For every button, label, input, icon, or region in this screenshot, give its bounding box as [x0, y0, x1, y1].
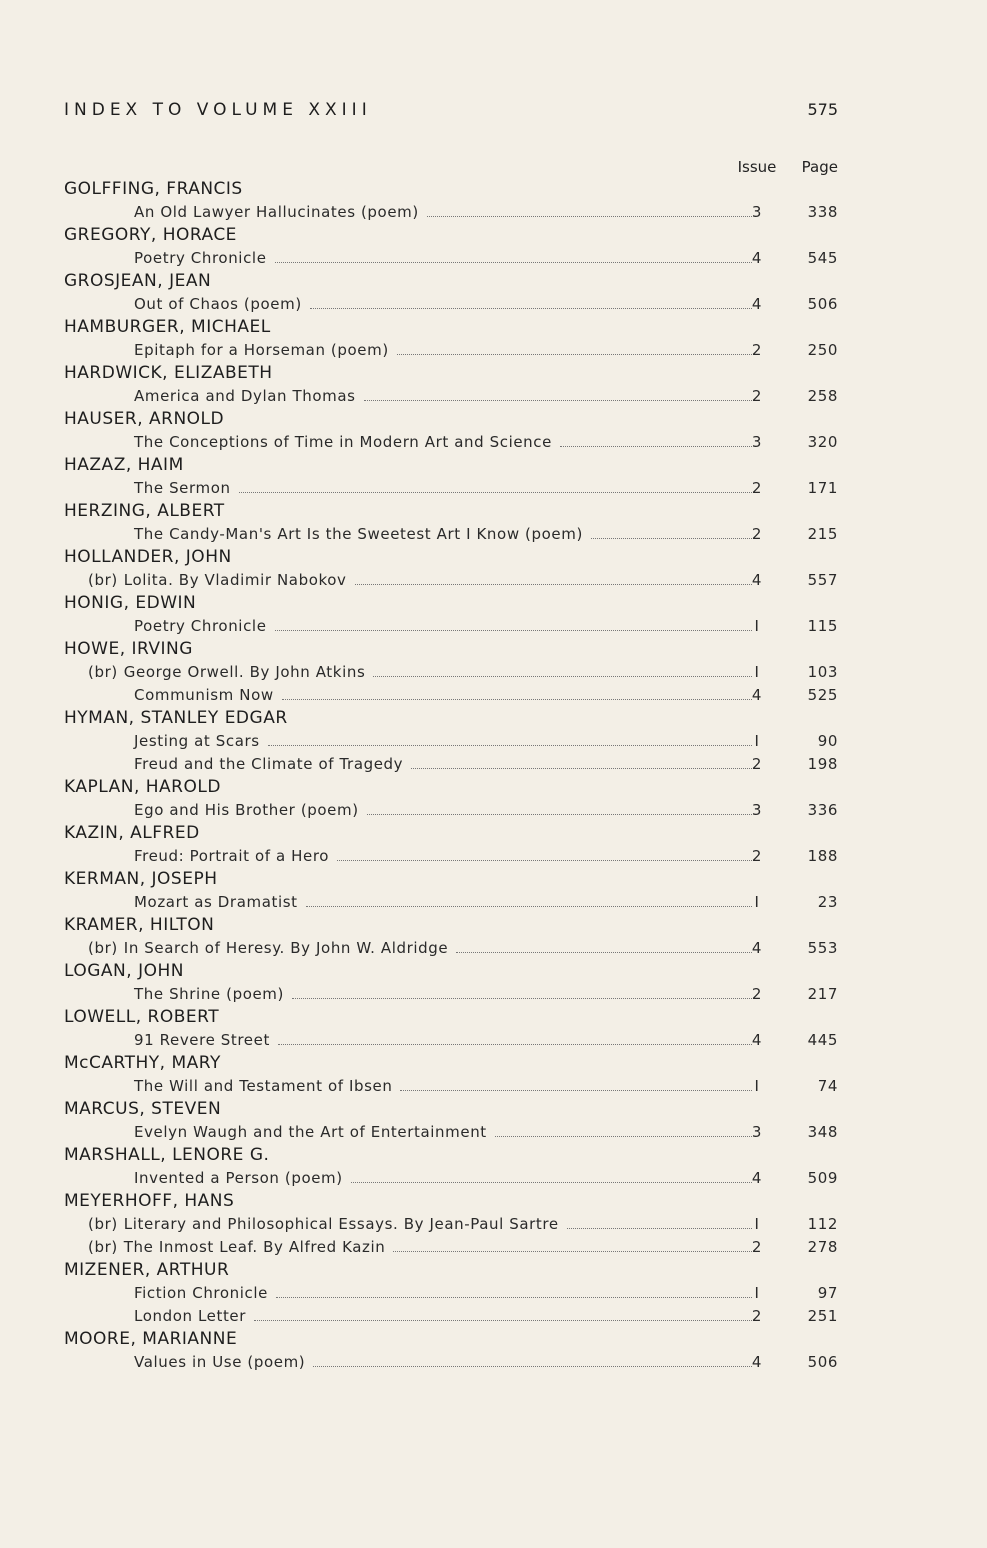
page-reference: 171 — [807, 479, 838, 497]
index-entry — [64, 845, 838, 868]
page-reference: 74 — [817, 1077, 838, 1095]
dot-leader — [310, 307, 752, 309]
entry-title-line — [134, 385, 756, 408]
entry-title: Poetry Chronicle — [134, 249, 267, 267]
index-entry — [64, 891, 838, 914]
dot-leader — [282, 698, 752, 700]
page-reference: 557 — [807, 571, 838, 589]
entry-title-line — [134, 753, 756, 776]
author-heading: KERMAN, JOSEPH — [64, 869, 218, 889]
entry-title: In Search of Heresy. By John W. Aldridge — [123, 939, 449, 957]
dot-leader — [367, 813, 752, 815]
column-headers — [64, 158, 838, 180]
dot-leader — [567, 1227, 752, 1229]
entry-title: Epitaph for a Horseman (poem) — [134, 341, 389, 359]
index-entry — [64, 799, 838, 822]
index-entry — [64, 1282, 838, 1305]
entry-title-line — [88, 661, 756, 684]
dot-leader — [364, 399, 752, 401]
index-entry — [64, 1351, 838, 1374]
dot-leader — [411, 767, 752, 769]
entry-title: The Candy-Man's Art Is the Sweetest Art I Know (poem) — [134, 525, 583, 543]
page-reference: 278 — [807, 1238, 838, 1256]
author-heading: MARCUS, STEVEN — [64, 1099, 222, 1119]
page-header — [64, 100, 838, 126]
page-reference: 112 — [807, 1215, 838, 1233]
issue-number: I — [754, 1077, 760, 1095]
issue-number: 3 — [751, 433, 763, 451]
page-reference: 336 — [807, 801, 838, 819]
entry-title-line — [134, 1121, 756, 1144]
issue-number: 3 — [751, 1123, 763, 1141]
dot-leader — [278, 1043, 752, 1045]
issue-number: 4 — [751, 939, 763, 957]
entry-title-line — [134, 201, 756, 224]
page-reference: 23 — [817, 893, 838, 911]
entry-title: London Letter — [134, 1307, 247, 1325]
page-reference: 217 — [807, 985, 838, 1003]
page-reference: 97 — [817, 1284, 838, 1302]
issue-number: 4 — [751, 686, 763, 704]
issue-number: 2 — [751, 525, 763, 543]
entry-title-line — [134, 293, 756, 316]
entry-title: Invented a Person (poem) — [134, 1169, 343, 1187]
index-entry — [64, 431, 838, 454]
author-heading: MIZENER, ARTHUR — [64, 1260, 230, 1280]
issue-number: 3 — [751, 801, 763, 819]
entry-title-line — [134, 615, 756, 638]
dot-leader — [427, 215, 752, 217]
entry-title-line — [134, 1282, 756, 1305]
index-entry — [64, 1029, 838, 1052]
author-heading: HOLLANDER, JOHN — [64, 547, 232, 567]
entry-title-line — [88, 937, 756, 960]
entry-title-line — [134, 845, 756, 868]
entry-title-line — [134, 247, 756, 270]
author-heading: KRAMER, HILTON — [64, 915, 215, 935]
index-entry — [64, 661, 838, 684]
dot-leader — [400, 1089, 752, 1091]
entry-title: The Sermon — [134, 479, 231, 497]
issue-number: I — [754, 617, 760, 635]
author-heading: HYMAN, STANLEY EDGAR — [64, 708, 288, 728]
book-review-tag: (br) — [88, 939, 118, 957]
index-list — [64, 178, 838, 1374]
entry-title: The Shrine (poem) — [134, 985, 284, 1003]
entry-title-line — [134, 799, 756, 822]
page-reference: 553 — [807, 939, 838, 957]
dot-leader — [275, 261, 752, 263]
entry-title: Lolita. By Vladimir Nabokov — [123, 571, 347, 589]
entry-title: Mozart as Dramatist — [134, 893, 298, 911]
index-entry — [64, 385, 838, 408]
dot-leader — [239, 491, 752, 493]
page-reference: 545 — [807, 249, 838, 267]
entry-title-line — [134, 1351, 756, 1374]
page-reference: 348 — [807, 1123, 838, 1141]
page-reference: 250 — [807, 341, 838, 359]
index-entry — [64, 937, 838, 960]
entry-title: Freud: Portrait of a Hero — [134, 847, 330, 865]
dot-leader — [337, 859, 752, 861]
entry-title: Poetry Chronicle — [134, 617, 267, 635]
dot-leader — [560, 445, 752, 447]
entry-title: The Inmost Leaf. By Alfred Kazin — [123, 1238, 386, 1256]
index-entry — [64, 1121, 838, 1144]
index-entry — [64, 569, 838, 592]
entry-title-line — [134, 1167, 756, 1190]
dot-leader — [495, 1135, 752, 1137]
author-heading: HARDWICK, ELIZABETH — [64, 363, 273, 383]
dot-leader — [268, 744, 752, 746]
dot-leader — [254, 1319, 752, 1321]
index-entry — [64, 339, 838, 362]
author-heading: HERZING, ALBERT — [64, 501, 225, 521]
entry-title: Fiction Chronicle — [134, 1284, 268, 1302]
issue-number: I — [754, 732, 760, 750]
issue-number: 3 — [751, 203, 763, 221]
book-review-tag: (br) — [88, 663, 118, 681]
index-entry — [64, 477, 838, 500]
author-heading: GREGORY, HORACE — [64, 225, 237, 245]
dot-leader — [351, 1181, 752, 1183]
index-entry — [64, 247, 838, 270]
dot-leader — [373, 675, 752, 677]
book-review-tag: (br) — [88, 1215, 118, 1233]
index-entry — [64, 293, 838, 316]
entry-title-line — [134, 684, 756, 707]
index-entry — [64, 1236, 838, 1259]
book-review-tag: (br) — [88, 1238, 118, 1256]
entry-title-line — [134, 1075, 756, 1098]
dot-leader — [397, 353, 752, 355]
entry-title-line — [134, 891, 756, 914]
entry-title: America and Dylan Thomas — [134, 387, 356, 405]
entry-title: Literary and Philosophical Essays. By Jean-Paul Sartre — [123, 1215, 559, 1233]
issue-number: 4 — [751, 1031, 763, 1049]
issue-number: 2 — [751, 985, 763, 1003]
entry-title-line — [134, 983, 756, 1006]
dot-leader — [276, 1296, 752, 1298]
issue-number: 2 — [751, 1238, 763, 1256]
dot-leader — [393, 1250, 752, 1252]
issue-number: I — [754, 1215, 760, 1233]
entry-title: 91 Revere Street — [134, 1031, 270, 1049]
entry-title-line — [134, 730, 756, 753]
running-title: INDEX TO VOLUME XXIII — [64, 100, 372, 120]
author-heading: KAPLAN, HAROLD — [64, 777, 221, 797]
author-heading: MARSHALL, LENORE G. — [64, 1145, 270, 1165]
entry-title-line — [134, 339, 756, 362]
issue-number: I — [754, 1284, 760, 1302]
entry-title: Communism Now — [134, 686, 274, 704]
issue-number: 4 — [751, 295, 763, 313]
index-entry — [64, 615, 838, 638]
index-entry — [64, 983, 838, 1006]
page-reference: 251 — [807, 1307, 838, 1325]
entry-title-line — [88, 569, 756, 592]
entry-title: The Will and Testament of Ibsen — [134, 1077, 393, 1095]
entry-title-line — [134, 523, 756, 546]
issue-number: 4 — [751, 249, 763, 267]
dot-leader — [456, 951, 752, 953]
index-entry — [64, 1075, 838, 1098]
entry-title: George Orwell. By John Atkins — [123, 663, 366, 681]
page-reference: 258 — [807, 387, 838, 405]
page-reference: 509 — [807, 1169, 838, 1187]
entry-title-line — [88, 1236, 756, 1259]
page-reference: 445 — [807, 1031, 838, 1049]
issue-number: 2 — [751, 479, 763, 497]
author-heading: HAUSER, ARNOLD — [64, 409, 225, 429]
issue-number: 4 — [751, 1169, 763, 1187]
issue-number: 4 — [751, 571, 763, 589]
dot-leader — [292, 997, 752, 999]
entry-title: Jesting at Scars — [134, 732, 260, 750]
page-number: 575 — [807, 100, 838, 119]
index-entry — [64, 523, 838, 546]
index-entry — [64, 201, 838, 224]
index-entry — [64, 1213, 838, 1236]
issue-number: I — [754, 893, 760, 911]
page-reference: 506 — [807, 1353, 838, 1371]
page-reference: 338 — [807, 203, 838, 221]
author-heading: MOORE, MARIANNE — [64, 1329, 238, 1349]
author-heading: GOLFFING, FRANCIS — [64, 179, 243, 199]
page-reference: 506 — [807, 295, 838, 313]
author-heading: LOWELL, ROBERT — [64, 1007, 220, 1027]
page-reference: 188 — [807, 847, 838, 865]
entry-title: Freud and the Climate of Tragedy — [134, 755, 404, 773]
issue-number: 2 — [751, 341, 763, 359]
dot-leader — [306, 905, 752, 907]
index-entry — [64, 1305, 838, 1328]
page-reference: 115 — [807, 617, 838, 635]
dot-leader — [355, 583, 753, 585]
page-reference: 103 — [807, 663, 838, 681]
issue-number: I — [754, 663, 760, 681]
book-review-tag: (br) — [88, 571, 118, 589]
issue-number: 2 — [751, 755, 763, 773]
page-reference: 215 — [807, 525, 838, 543]
issue-number: 2 — [751, 1307, 763, 1325]
entry-title: Values in Use (poem) — [134, 1353, 306, 1371]
dot-leader — [591, 537, 752, 539]
issue-column-header: Issue — [737, 158, 777, 176]
page-reference: 198 — [807, 755, 838, 773]
index-entry — [64, 1167, 838, 1190]
entry-title: An Old Lawyer Hallucinates (poem) — [134, 203, 419, 221]
entry-title-line — [134, 477, 756, 500]
entry-title-line — [134, 1029, 756, 1052]
author-heading: KAZIN, ALFRED — [64, 823, 200, 843]
index-entry — [64, 684, 838, 707]
dot-leader — [275, 629, 752, 631]
entry-title: Out of Chaos (poem) — [134, 295, 302, 313]
entry-title: Ego and His Brother (poem) — [134, 801, 359, 819]
issue-number: 2 — [751, 847, 763, 865]
author-heading: MEYERHOFF, HANS — [64, 1191, 235, 1211]
issue-number: 4 — [751, 1353, 763, 1371]
entry-title: Evelyn Waugh and the Art of Entertainment — [134, 1123, 487, 1141]
entry-title-line — [134, 1305, 756, 1328]
page-reference: 320 — [807, 433, 838, 451]
index-entry — [64, 753, 838, 776]
author-heading: HAZAZ, HAIM — [64, 455, 184, 475]
author-heading: McCARTHY, MARY — [64, 1053, 221, 1073]
issue-number: 2 — [751, 387, 763, 405]
author-heading: HONIG, EDWIN — [64, 593, 197, 613]
dot-leader — [313, 1365, 752, 1367]
entry-title-line — [88, 1213, 756, 1236]
entry-title: The Conceptions of Time in Modern Art and Science — [134, 433, 552, 451]
author-heading: GROSJEAN, JEAN — [64, 271, 212, 291]
entry-title-line — [134, 431, 756, 454]
page-reference: 525 — [807, 686, 838, 704]
index-entry — [64, 730, 838, 753]
page-column-header: Page — [801, 158, 838, 176]
page-reference: 90 — [817, 732, 838, 750]
author-heading: LOGAN, JOHN — [64, 961, 184, 981]
author-heading: HOWE, IRVING — [64, 639, 193, 659]
author-heading: HAMBURGER, MICHAEL — [64, 317, 271, 337]
